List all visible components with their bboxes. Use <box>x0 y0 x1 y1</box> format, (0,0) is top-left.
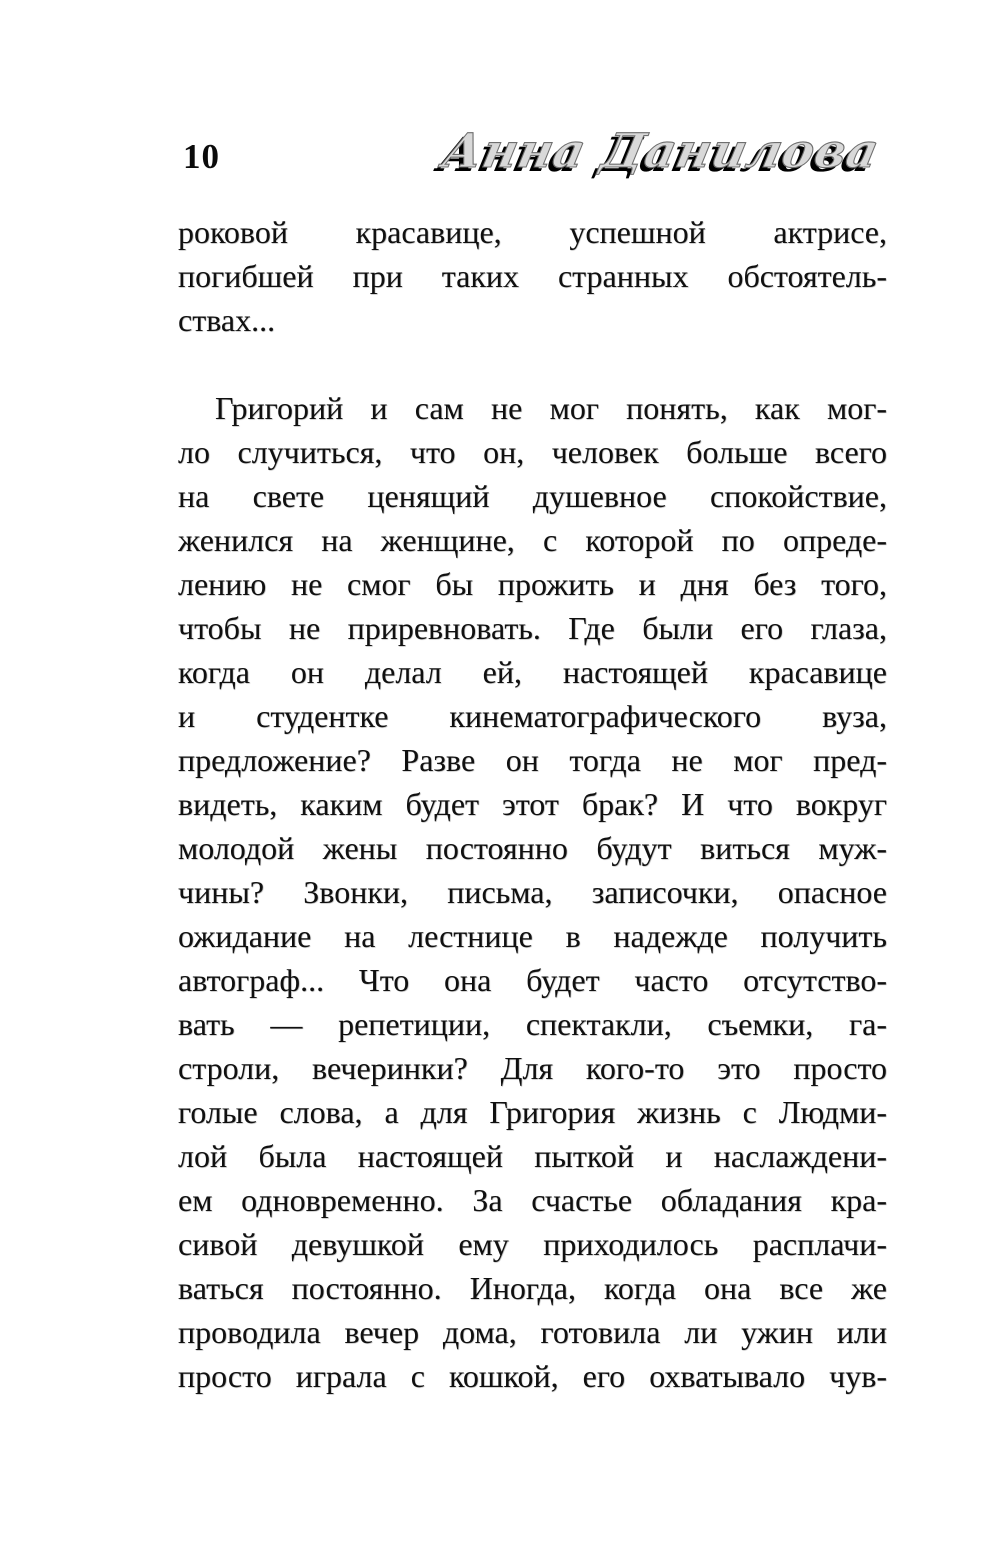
text-line: лению не смог бы прожить и дня без того, <box>178 566 887 602</box>
text-line: сивой девушкой ему приходилось расплачи- <box>178 1226 887 1262</box>
text-line: строли, вечеринки? Для кого-то это просто <box>178 1050 887 1086</box>
text-line: на свете ценящий душевное спокойствие, <box>178 478 887 514</box>
text-line: когда он делал ей, настоящей красавице <box>178 654 887 690</box>
text-line: вать — репетиции, спектакли, съемки, га- <box>178 1006 887 1042</box>
text-line: лой была настоящей пыткой и наслаждени- <box>178 1138 887 1174</box>
text-line: роковой красавице, успешной актрисе, <box>178 214 887 250</box>
text-line: просто играла с кошкой, его охватывало чув- <box>178 1358 887 1394</box>
text-line: голые слова, а для Григория жизнь с Людми- <box>178 1094 887 1130</box>
paragraph <box>178 210 887 342</box>
page-number: 10 <box>183 137 220 176</box>
text-line: ожидание на лестнице в надежде получить <box>178 918 887 954</box>
author-header: Анна Данилова <box>437 124 884 179</box>
text-line: и студентке кинематографического вуза, <box>178 698 887 734</box>
text-line: молодой жены постоянно будут виться муж- <box>178 830 887 866</box>
text-line: Григорий и сам не мог понять, как мог- <box>215 390 887 426</box>
paragraph <box>178 386 887 1398</box>
text-line: ло случиться, что он, человек больше всего <box>178 434 887 470</box>
text-line: ствах... <box>178 302 276 338</box>
text-line: проводила вечер дома, готовила ли ужин или <box>178 1314 887 1350</box>
text-line: чтобы не приревновать. Где были его глаза, <box>178 610 887 646</box>
text-line: погибшей при таких странных обстоятель- <box>178 258 887 294</box>
text-line: предложение? Разве он тогда не мог пред- <box>178 742 887 778</box>
text-body <box>178 210 887 1398</box>
text-line: чины? Звонки, письма, записочки, опасное <box>178 874 887 910</box>
text-line: автограф... Что она будет часто отсутство- <box>178 962 887 998</box>
text-line: ваться постоянно. Иногда, когда она все же <box>178 1270 887 1306</box>
text-line: женился на женщине, с которой по опреде- <box>178 522 887 558</box>
text-line: ем одновременно. За счастье обладания кра- <box>178 1182 887 1218</box>
text-line: видеть, каким будет этот брак? И что вокруг <box>178 786 887 822</box>
